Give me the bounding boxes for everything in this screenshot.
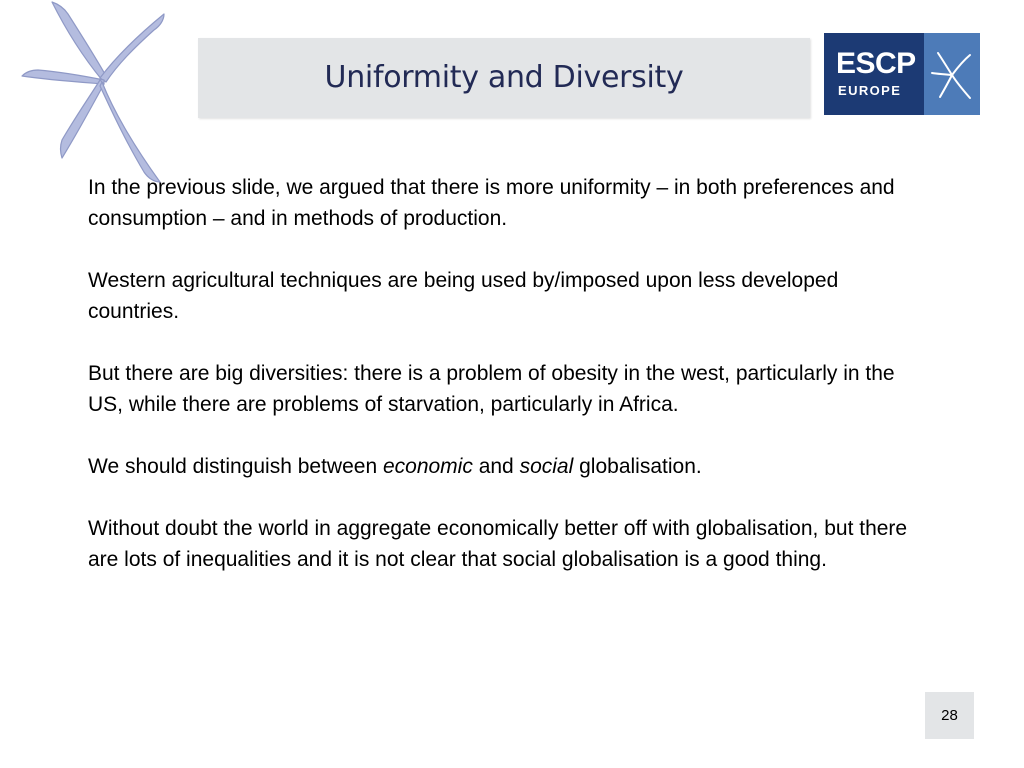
- logo-wordmark-panel: [824, 33, 924, 115]
- distinguish-text-2: and: [472, 455, 520, 478]
- paragraph-diversities: But there are big diversities: there is a problem of obesity in the west, particularly in the US, while there are problems of starvation, particularly in Africa.: [88, 362, 895, 416]
- logo-star-icon: [930, 50, 974, 100]
- paragraph-uniformity: In the previous slide, we argued that there is more uniformity – in both preferences and consumption – and in methods of production.: [88, 176, 895, 230]
- logo-star-panel: [924, 33, 980, 115]
- paragraph-conclusion: Without doubt the world in aggregate economically better off with globalisation, but there are lots of inequalities and it is not clear that social globalisation is a good thing.: [88, 517, 908, 571]
- distinguish-text-3: globalisation.: [573, 455, 702, 478]
- slide-title: Uniformity and Diversity: [324, 60, 684, 95]
- slide-body: [88, 172, 918, 575]
- emphasis-social: social: [519, 455, 574, 478]
- star-icon: [14, 0, 174, 190]
- page-number-box: [925, 692, 974, 739]
- title-bar: [198, 38, 810, 118]
- page-number: 28: [941, 707, 958, 724]
- logo-name: ESCP: [836, 47, 916, 80]
- paragraph-distinguish: [88, 451, 918, 482]
- distinguish-text-1: We should distinguish between: [88, 455, 383, 478]
- escp-logo: [824, 33, 980, 115]
- paragraph-agriculture: Western agricultural techniques are being used by/imposed upon less developed countries.: [88, 269, 839, 323]
- logo-subtitle: EUROPE: [838, 83, 902, 98]
- emphasis-economic: economic: [382, 455, 473, 478]
